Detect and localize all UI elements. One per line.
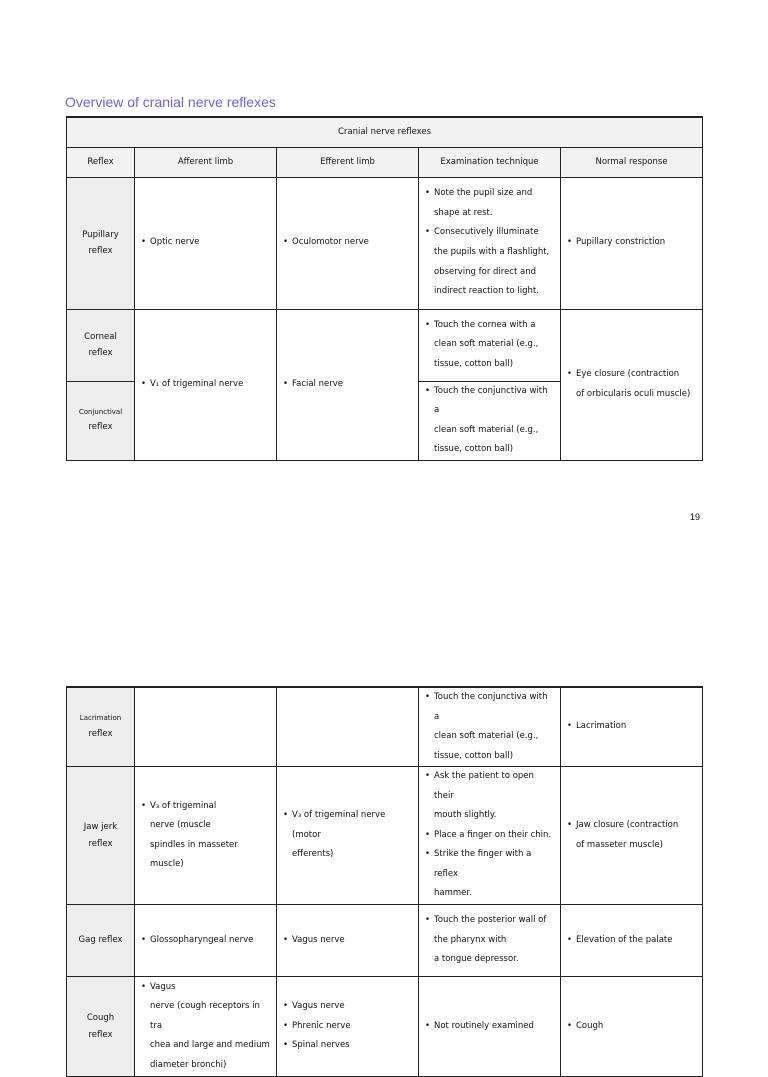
list-item: • Optic nerve [141, 233, 270, 253]
table-row [67, 905, 703, 977]
list-item [425, 184, 554, 223]
efferent-cell [277, 767, 419, 905]
text-line: observing for direct and [434, 266, 537, 277]
text-line: clean soft material (e.g., [434, 339, 539, 350]
text-line: • Ask the patient to open their [434, 771, 534, 801]
efferent-cell [277, 309, 419, 460]
reflex-name-gag: Gag reflex [67, 905, 135, 977]
reflex-name-line: reflex [88, 1029, 113, 1040]
text-line: shape at rest. [434, 207, 493, 218]
reflex-name-line: Jaw jerk [83, 822, 118, 833]
list-item: • V₁ of trigeminal nerve [141, 375, 270, 395]
efferent-cell [277, 905, 419, 977]
reflex-name-line: reflex [88, 348, 113, 358]
text-line: diameter bronchi) [150, 1059, 227, 1070]
text-line: chea and large and medium [150, 1040, 270, 1051]
text-line: mouth slightly. [434, 810, 497, 821]
text-line: the pharynx with [434, 934, 507, 945]
text-line: • Strike the finger with a reflex [434, 849, 532, 879]
afferent-cell [135, 905, 277, 977]
exam-cell [419, 309, 561, 381]
text-line: the pupils with a flashlight, [434, 247, 550, 257]
text-line: • V₃ of trigeminal [150, 800, 217, 811]
list-item: • Not routinely examined [425, 1017, 554, 1037]
text-line: clean soft material (e.g., [434, 731, 539, 742]
list-item [283, 806, 412, 865]
response-cell [561, 309, 703, 460]
list-item: • Cough [567, 1017, 696, 1037]
list-item [567, 816, 696, 855]
text-line: • Consecutively illuminate [434, 227, 539, 238]
list-item: • Glossopharyngeal nerve [141, 931, 270, 951]
text-line: tissue, cotton ball) [434, 358, 514, 369]
response-cell [561, 977, 703, 1077]
afferent-cell [135, 767, 277, 905]
text-line: clean soft material (e.g., [434, 424, 539, 435]
text-line: spindles in masseter muscle) [150, 839, 238, 870]
list-item: • Spinal nerves [283, 1036, 412, 1056]
text-line: nerve (muscle [150, 820, 211, 831]
reflex-name-line: reflex [88, 838, 113, 849]
header-exam: Examination technique [419, 147, 561, 177]
exam-cell [419, 381, 561, 460]
text-line: • Touch the conjunctiva with a [434, 692, 548, 722]
table-row [67, 687, 703, 767]
reflex-name-line: Pupillary [82, 229, 119, 240]
list-item: • Phrenic nerve [283, 1017, 412, 1037]
reflex-name-corneal [67, 309, 135, 381]
table-row [67, 309, 703, 381]
afferent-cell [135, 177, 277, 309]
list-item: • Pupillary constriction [567, 233, 696, 253]
efferent-cell [277, 177, 419, 309]
text-line: tissue, cotton ball) [434, 444, 514, 455]
text-line: • V₃ of trigeminal nerve (motor [292, 810, 386, 840]
response-cell [561, 905, 703, 977]
list-item: • Vagus nerve [283, 997, 412, 1017]
text-line: • Touch the conjunctiva with a [434, 385, 548, 416]
list-item [141, 797, 270, 875]
table-caption: Cranial nerve reflexes [67, 117, 703, 147]
list-item [425, 316, 554, 375]
list-item [425, 845, 554, 904]
reflex-name-line: Corneal [84, 331, 117, 342]
efferent-cell [277, 977, 419, 1077]
text-line: of orbicularis oculi muscle) [576, 388, 691, 399]
list-item [425, 223, 554, 301]
exam-cell [419, 905, 561, 977]
table-row [67, 177, 703, 309]
list-item: • Facial nerve [283, 375, 412, 395]
text-line: • Note the pupil size and [434, 188, 533, 199]
response-cell [561, 687, 703, 767]
page-title: Overview of cranial nerve reflexes [65, 94, 276, 110]
response-cell [561, 177, 703, 309]
list-item: • Elevation of the palate [567, 931, 696, 951]
exam-cell [419, 767, 561, 905]
header-afferent: Afferent limb [135, 147, 277, 177]
reflex-name-lacrimation [67, 687, 135, 767]
text-line: nerve (cough receptors in tra [150, 1001, 260, 1031]
reflex-table-part1 [66, 116, 703, 461]
reflex-name-conjunctival [67, 381, 135, 460]
exam-cell [419, 687, 561, 767]
list-item [425, 382, 554, 460]
table-row [67, 767, 703, 905]
text-line: • Vagus [150, 981, 176, 992]
reflex-name-line: Conjunctival [78, 407, 123, 416]
reflex-name-pupillary [67, 177, 135, 309]
text-line: efferents) [292, 849, 334, 860]
text-line: • Eye closure (contraction [576, 369, 680, 380]
text-line: • Touch the cornea with a [434, 319, 536, 330]
list-item: • Lacrimation [567, 717, 696, 737]
reflex-name-jaw-jerk [67, 767, 135, 905]
reflex-table-part2 [66, 686, 703, 1077]
afferent-cell [135, 309, 277, 460]
text-line: a tongue depressor. [434, 954, 519, 965]
table-row [67, 977, 703, 1077]
header-response: Normal response [561, 147, 703, 177]
list-item: • Oculomotor nerve [283, 233, 412, 253]
list-item [425, 688, 554, 766]
text-line: tissue, cotton ball) [434, 750, 514, 761]
list-item [425, 767, 554, 826]
list-item: • Vagus nerve [283, 931, 412, 951]
reflex-name-line: reflex [88, 728, 113, 739]
reflex-name-cough [67, 977, 135, 1077]
page-number: 19 [690, 512, 701, 522]
exam-cell [419, 177, 561, 309]
list-item [425, 826, 554, 846]
text-line: • Place a finger on their chin. [434, 829, 552, 840]
afferent-cell [135, 687, 277, 767]
response-cell [561, 767, 703, 905]
text-line: • Touch the posterior wall of [434, 915, 547, 926]
text-line: of masseter muscle) [576, 839, 663, 850]
text-line: indirect reaction to light. [434, 286, 539, 297]
efferent-cell [277, 687, 419, 767]
header-reflex: Reflex [67, 147, 135, 177]
exam-cell [419, 977, 561, 1077]
reflex-name-line: Cough [86, 1013, 115, 1024]
reflex-name-line: reflex [88, 422, 113, 433]
reflex-name-line: reflex [88, 246, 113, 256]
text-line: hammer. [434, 888, 472, 899]
reflex-name-line: Lacrimation [79, 714, 122, 723]
list-item [567, 365, 696, 404]
list-item [141, 978, 270, 1076]
afferent-cell [135, 977, 277, 1077]
text-line: • Jaw closure (contraction [576, 820, 679, 831]
header-efferent: Efferent limb [277, 147, 419, 177]
list-item [425, 911, 554, 970]
